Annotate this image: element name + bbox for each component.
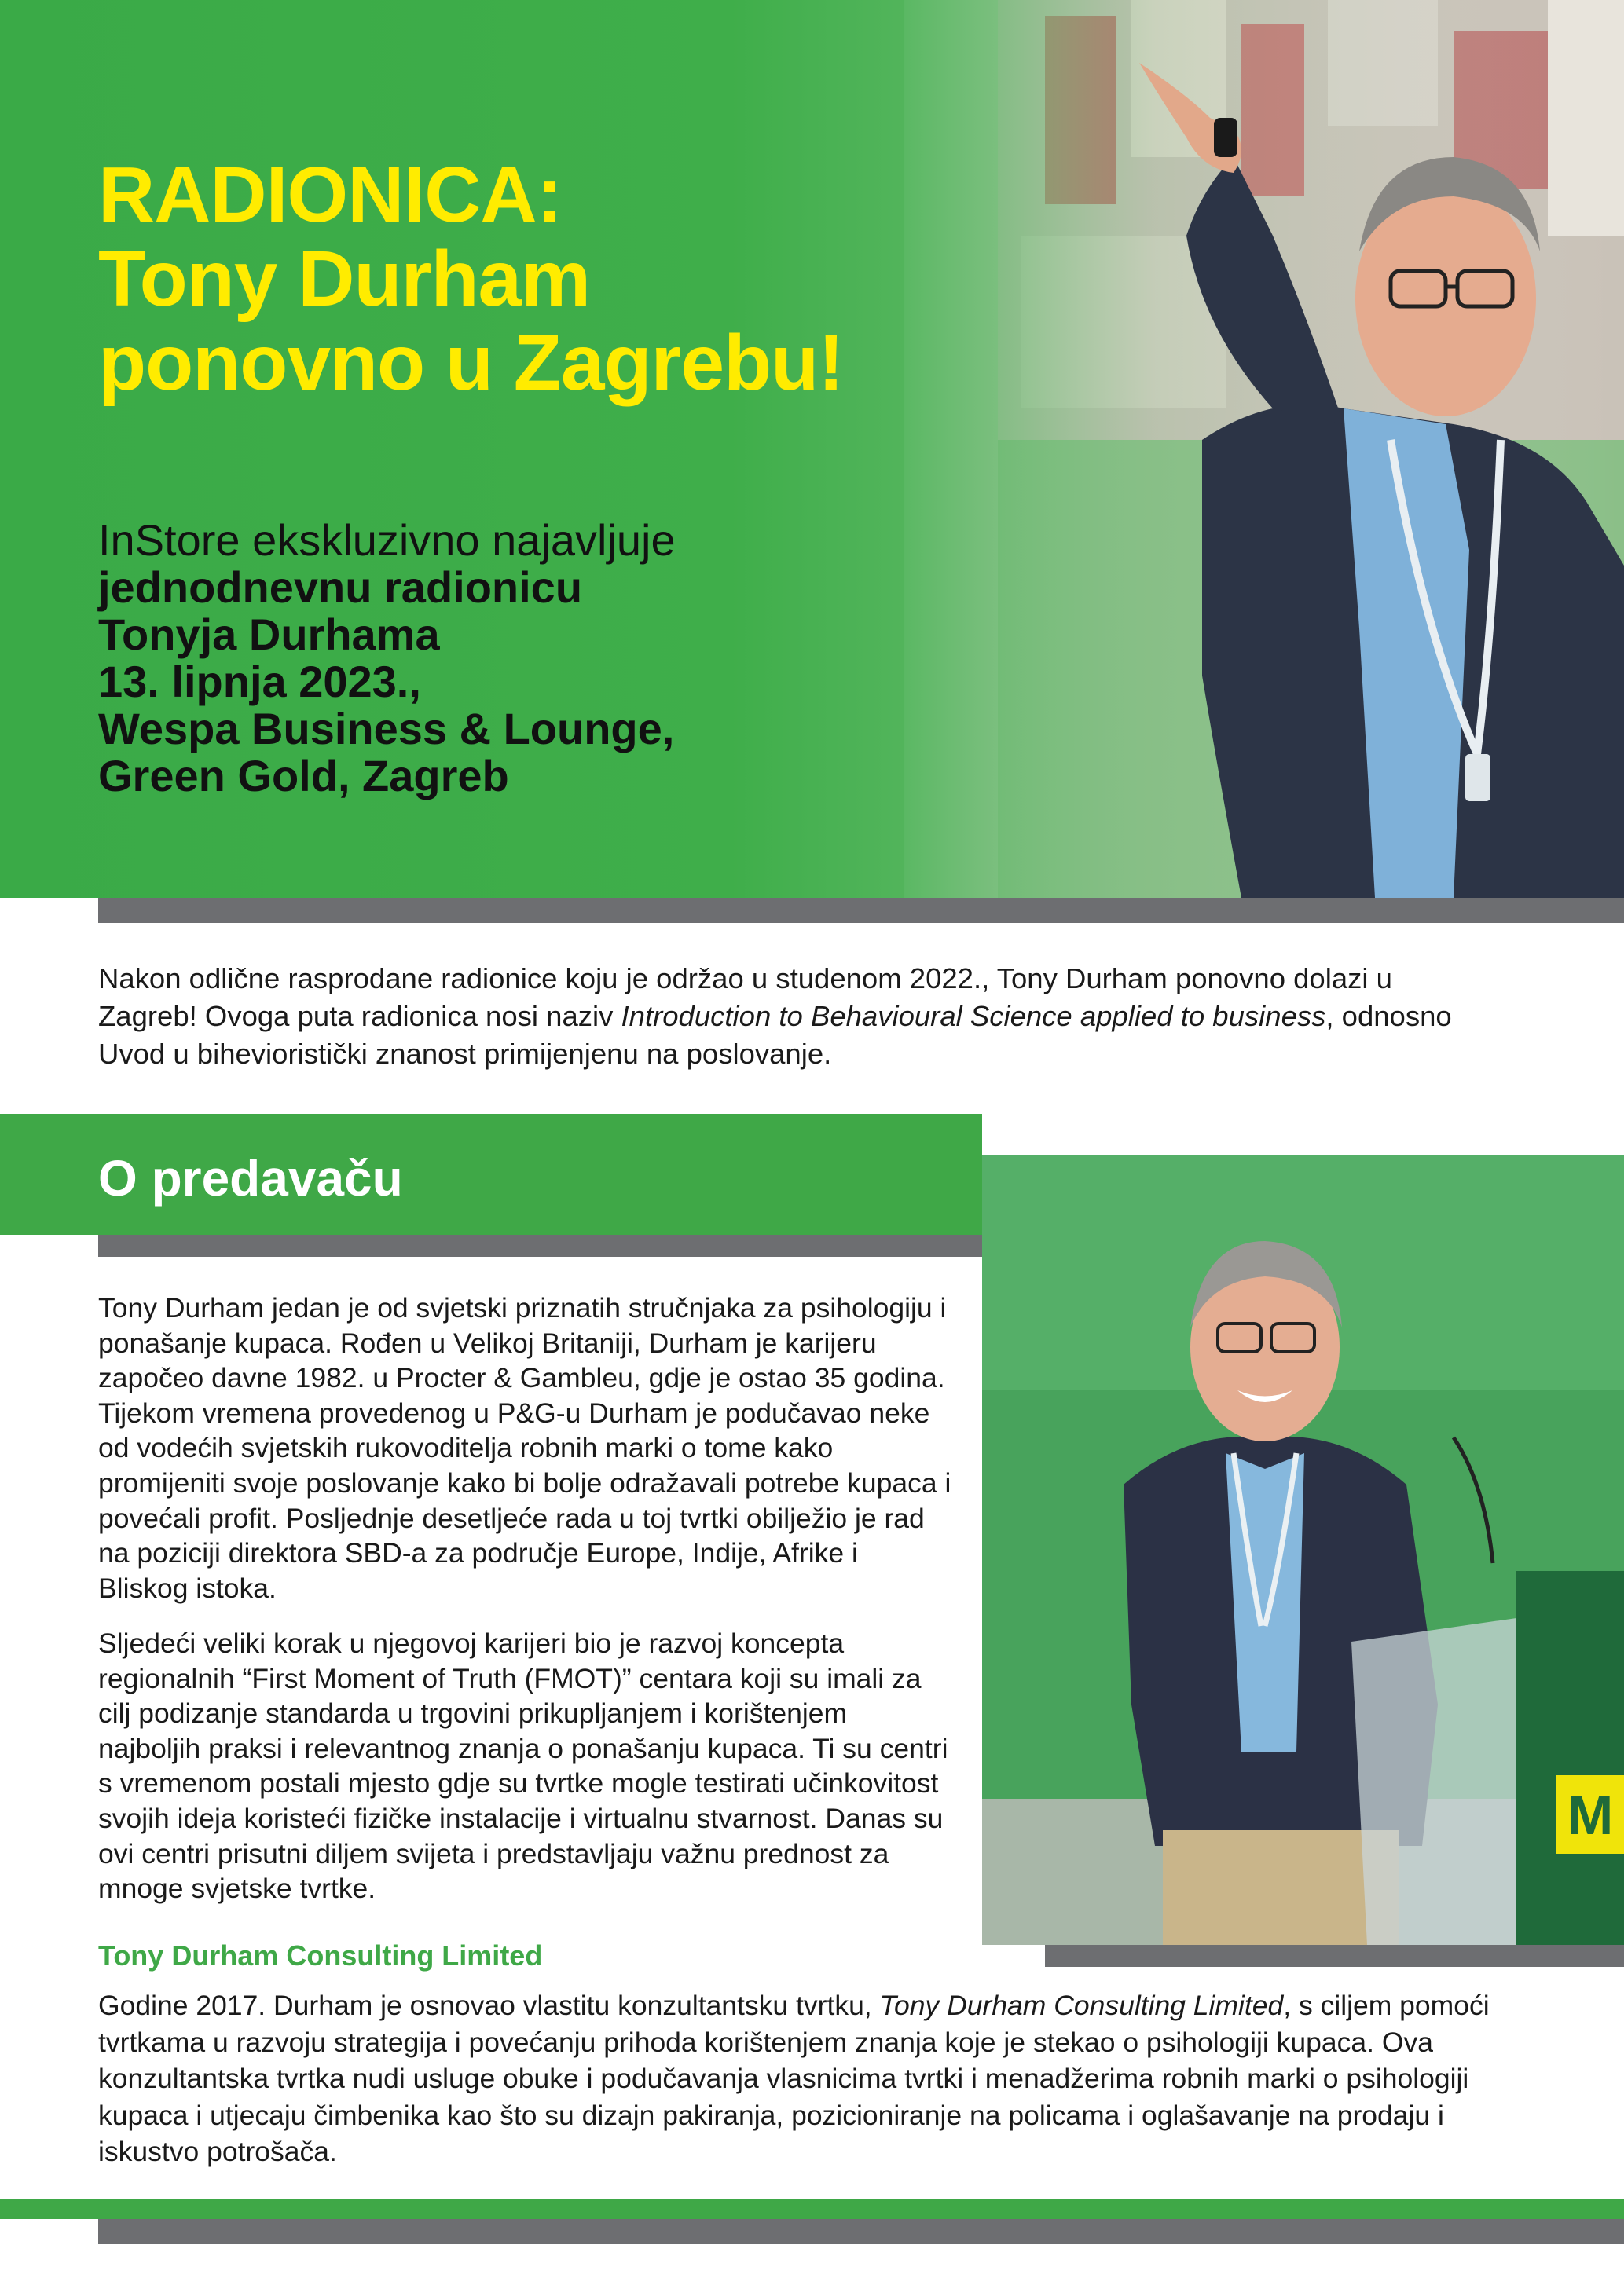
intro-text: , odnosno Uvod u bihevioristički znanost primijenjenu na poslovanje.: [98, 1000, 1452, 1070]
hero-title-line: ponovno u Zagrebu!: [98, 319, 844, 407]
hero-title: [98, 153, 1120, 405]
consulting-paragraph: [98, 1987, 1512, 2170]
hero-intro-line: Wespa Business & Lounge,: [98, 704, 675, 753]
hero-banner: [0, 0, 1624, 898]
company-name-italic: Tony Durham Consulting Limited: [879, 1990, 1284, 2021]
footer-green-bar: [0, 2199, 1624, 2219]
consulting-text: Godine 2017. Durham je osnovao vlastitu konzultantsku tvrtku,: [98, 1990, 880, 2021]
divider-bar: [98, 898, 1624, 923]
hero-intro: [98, 517, 884, 800]
hero-intro-line: jednodnevnu radionicu: [98, 562, 583, 612]
speaker-lectern-photo: [982, 1155, 1624, 1945]
footer-gray-bar: [98, 2219, 1624, 2244]
divider-bar: [98, 1235, 982, 1257]
section-title: O predavaču: [98, 1150, 403, 1207]
consulting-text: , s ciljem pomoći tvrtkama u razvoju strategija i povećanju prihoda korištenjem znanja koje je stekao o psihologiji kupaca. Ova konzultantska tvrtka nudi usluge obuke i podučavanja vlasnicima tvrtki i menadžerima robnih marki o psihologiji kupaca i utjecaju čimbenika kao što su dizajn pakiranja, pozicioniranje na policama i oglašavanje na prodaju i iskustvo potrošača.: [98, 1990, 1490, 2167]
subheading: Tony Durham Consulting Limited: [98, 1939, 543, 1972]
hero-intro-line: 13. lipnja 2023.,: [98, 657, 421, 706]
speaker-pointing-photo: [904, 0, 1624, 898]
hero-intro-line: Green Gold, Zagreb: [98, 751, 509, 800]
bio-paragraph: Tony Durham jedan je od svjetski priznatih stručnjaka za psihologiju i ponašanje kupaca. Rođen u Velikoj Britaniji, Durham je karijeru započeo davne 1982. u Procter & Gambleu, gdje je ostao 35 godina. Tijekom vremena provedenog u P&G-u Durham je podučavao neke od vodećih svjetskih rukovoditelja robnih marki o tome kako promijeniti svoje poslovanje kako bi bolje odražavali potrebe kupaca i povećali profit. Posljednje desetljeće rada u toj tvrtki obilježio je rad na poziciji direktora SBD-a za područje Europe, Indije, Afrike i Bliskog istoka.: [98, 1292, 951, 1604]
hero-title-line: Tony Durham: [98, 235, 591, 323]
fmot-paragraph: Sljedeći veliki korak u njegovoj karijeri bio je razvoj koncepta regionalnih “First Moment of Truth (FMOT)” centara koji su imali za cilj podizanje standarda u trgovini prikupljanjem i korištenjem najboljih praksi i relevantnog znanja o ponašanju kupaca. Ti su centri s vremenom postali mjesto gdje su tvrtke mogle testirati učinkovitost svojih ideja koristeći fizičke instalacije i virtualnu stvarnost. Danas su ovi centri prisutni diljem svijeta i predstavljaju važnu prednost za mnoge svjetske tvrtke.: [98, 1628, 948, 1905]
intro-paragraph: [98, 960, 1481, 1073]
hero-intro-lead: InStore ekskluzivno najavljuje: [98, 515, 676, 565]
divider-bar: [1045, 1945, 1624, 1967]
svg-text:M: M: [1567, 1785, 1614, 1846]
hero-intro-line: Tonyja Durhama: [98, 610, 440, 659]
hero-title-line: RADIONICA:: [98, 151, 562, 239]
intro-text: Nakon odlične rasprodane radionice koju je održao u studenom 2022., Tony Durham ponovno dolazi u Zagreb! Ovoga puta radionica nosi naziv: [98, 962, 1392, 1032]
workshop-title-italic: Introduction to Behavioural Science applied to business: [621, 1000, 1326, 1032]
